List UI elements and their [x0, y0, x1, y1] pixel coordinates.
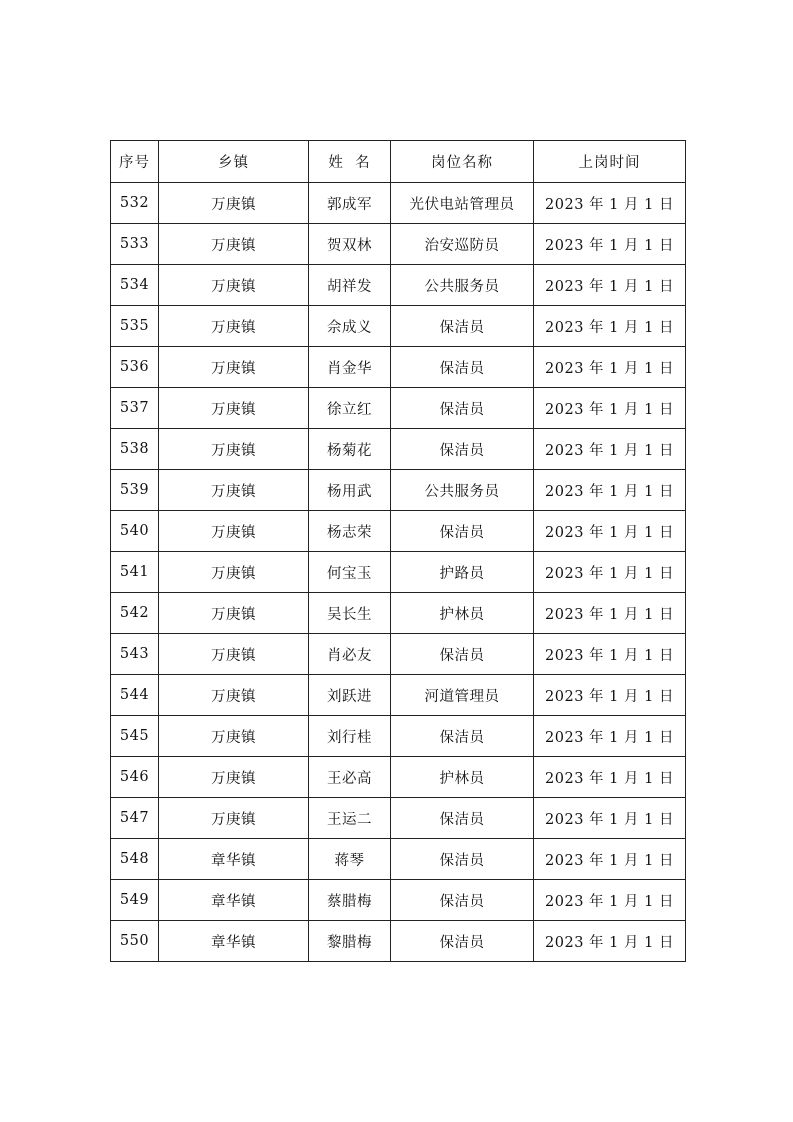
cell-start-date: 2023 年 1 月 1 日: [534, 265, 686, 306]
cell-position: 公共服务员: [391, 470, 534, 511]
cell-serial-number: 538: [111, 429, 159, 470]
cell-serial-number: 545: [111, 716, 159, 757]
table-row: [111, 593, 686, 634]
cell-township: 万庚镇: [159, 224, 309, 265]
cell-name: 何宝玉: [309, 552, 391, 593]
cell-start-date: 2023 年 1 月 1 日: [534, 757, 686, 798]
table-row: [111, 880, 686, 921]
table-row: [111, 552, 686, 593]
table-row: [111, 347, 686, 388]
cell-serial-number: 548: [111, 839, 159, 880]
cell-serial-number: 536: [111, 347, 159, 388]
cell-position: 河道管理员: [391, 675, 534, 716]
cell-township: 万庚镇: [159, 552, 309, 593]
table-header: [111, 141, 686, 183]
cell-position: 光伏电站管理员: [391, 183, 534, 224]
cell-start-date: 2023 年 1 月 1 日: [534, 880, 686, 921]
table-row: [111, 470, 686, 511]
cell-position: 护林员: [391, 593, 534, 634]
cell-serial-number: 534: [111, 265, 159, 306]
cell-position: 保洁员: [391, 921, 534, 962]
cell-start-date: 2023 年 1 月 1 日: [534, 347, 686, 388]
cell-township: 万庚镇: [159, 716, 309, 757]
cell-name: 吴长生: [309, 593, 391, 634]
cell-serial-number: 537: [111, 388, 159, 429]
table-row: [111, 757, 686, 798]
cell-serial-number: 540: [111, 511, 159, 552]
cell-township: 万庚镇: [159, 388, 309, 429]
cell-serial-number: 532: [111, 183, 159, 224]
table-row: [111, 716, 686, 757]
cell-start-date: 2023 年 1 月 1 日: [534, 511, 686, 552]
header-position: 岗位名称: [391, 141, 534, 183]
cell-township: 章华镇: [159, 839, 309, 880]
cell-serial-number: 542: [111, 593, 159, 634]
cell-position: 保洁员: [391, 347, 534, 388]
cell-name: 杨用武: [309, 470, 391, 511]
cell-start-date: 2023 年 1 月 1 日: [534, 429, 686, 470]
cell-position: 保洁员: [391, 839, 534, 880]
cell-name: 蔡腊梅: [309, 880, 391, 921]
cell-start-date: 2023 年 1 月 1 日: [534, 552, 686, 593]
cell-serial-number: 544: [111, 675, 159, 716]
table-row: [111, 306, 686, 347]
cell-name: 胡祥发: [309, 265, 391, 306]
cell-position: 保洁员: [391, 880, 534, 921]
cell-serial-number: 547: [111, 798, 159, 839]
cell-start-date: 2023 年 1 月 1 日: [534, 798, 686, 839]
table-row: [111, 388, 686, 429]
cell-name: 杨菊花: [309, 429, 391, 470]
cell-position: 护路员: [391, 552, 534, 593]
cell-start-date: 2023 年 1 月 1 日: [534, 675, 686, 716]
cell-position: 保洁员: [391, 306, 534, 347]
cell-township: 章华镇: [159, 921, 309, 962]
cell-name: 刘跃进: [309, 675, 391, 716]
header-name: 姓 名: [309, 141, 391, 183]
cell-serial-number: 550: [111, 921, 159, 962]
table-row: [111, 183, 686, 224]
cell-township: 万庚镇: [159, 306, 309, 347]
cell-serial-number: 541: [111, 552, 159, 593]
cell-name: 贺双林: [309, 224, 391, 265]
cell-serial-number: 549: [111, 880, 159, 921]
cell-township: 万庚镇: [159, 511, 309, 552]
cell-position: 保洁员: [391, 511, 534, 552]
cell-township: 万庚镇: [159, 757, 309, 798]
header-row: [111, 141, 686, 183]
table-row: [111, 798, 686, 839]
cell-name: 佘成义: [309, 306, 391, 347]
table-row: [111, 675, 686, 716]
cell-township: 万庚镇: [159, 593, 309, 634]
cell-start-date: 2023 年 1 月 1 日: [534, 716, 686, 757]
cell-township: 万庚镇: [159, 429, 309, 470]
cell-township: 万庚镇: [159, 675, 309, 716]
cell-start-date: 2023 年 1 月 1 日: [534, 634, 686, 675]
table-row: [111, 511, 686, 552]
cell-position: 保洁员: [391, 716, 534, 757]
cell-start-date: 2023 年 1 月 1 日: [534, 839, 686, 880]
cell-name: 郭成军: [309, 183, 391, 224]
cell-serial-number: 533: [111, 224, 159, 265]
table-row: [111, 634, 686, 675]
header-township: 乡镇: [159, 141, 309, 183]
cell-township: 万庚镇: [159, 470, 309, 511]
cell-position: 治安巡防员: [391, 224, 534, 265]
table-row: [111, 265, 686, 306]
cell-name: 肖金华: [309, 347, 391, 388]
cell-serial-number: 543: [111, 634, 159, 675]
table-row: [111, 429, 686, 470]
cell-position: 保洁员: [391, 634, 534, 675]
cell-serial-number: 535: [111, 306, 159, 347]
cell-name: 蒋琴: [309, 839, 391, 880]
staff-roster-table: [110, 140, 686, 962]
cell-position: 保洁员: [391, 429, 534, 470]
cell-name: 杨志荣: [309, 511, 391, 552]
table-row: [111, 921, 686, 962]
cell-name: 黎腊梅: [309, 921, 391, 962]
cell-township: 万庚镇: [159, 265, 309, 306]
table-row: [111, 224, 686, 265]
cell-start-date: 2023 年 1 月 1 日: [534, 593, 686, 634]
cell-township: 万庚镇: [159, 183, 309, 224]
cell-start-date: 2023 年 1 月 1 日: [534, 306, 686, 347]
cell-position: 保洁员: [391, 388, 534, 429]
cell-township: 万庚镇: [159, 347, 309, 388]
cell-name: 王必高: [309, 757, 391, 798]
cell-start-date: 2023 年 1 月 1 日: [534, 183, 686, 224]
cell-position: 保洁员: [391, 798, 534, 839]
cell-township: 万庚镇: [159, 634, 309, 675]
cell-start-date: 2023 年 1 月 1 日: [534, 388, 686, 429]
cell-serial-number: 539: [111, 470, 159, 511]
cell-name: 肖必友: [309, 634, 391, 675]
cell-name: 刘行桂: [309, 716, 391, 757]
cell-start-date: 2023 年 1 月 1 日: [534, 224, 686, 265]
cell-position: 公共服务员: [391, 265, 534, 306]
table-body: [111, 183, 686, 962]
cell-start-date: 2023 年 1 月 1 日: [534, 470, 686, 511]
cell-township: 万庚镇: [159, 798, 309, 839]
cell-start-date: 2023 年 1 月 1 日: [534, 921, 686, 962]
cell-serial-number: 546: [111, 757, 159, 798]
header-serial-number: 序号: [111, 141, 159, 183]
table-row: [111, 839, 686, 880]
cell-township: 章华镇: [159, 880, 309, 921]
cell-position: 护林员: [391, 757, 534, 798]
cell-name: 王运二: [309, 798, 391, 839]
header-start-date: 上岗时间: [534, 141, 686, 183]
cell-name: 徐立红: [309, 388, 391, 429]
